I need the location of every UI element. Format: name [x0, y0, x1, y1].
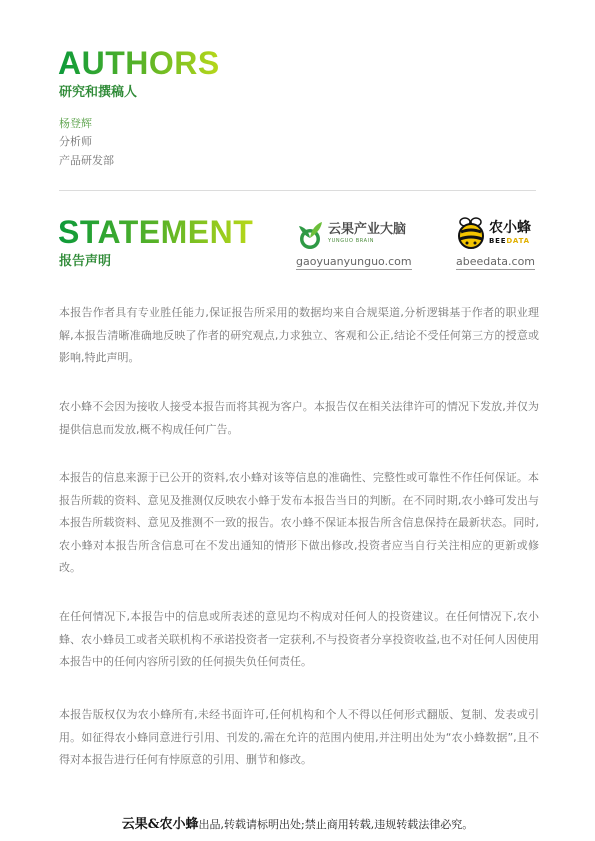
authors-heading: AUTHORS [58, 45, 220, 81]
beedata-logo [456, 216, 535, 270]
beedata-sub-bee: BEE [489, 237, 507, 245]
statement-paragraph: 农小蜂不会因为接收人接受本报告而将其视为客户。本报告仅在相关法律许可的情况下发放,并仅为提供信息而发放,概不构成任何广告。 [59, 400, 539, 436]
beedata-logo-sub [489, 237, 531, 245]
author-department: 产品研发部 [59, 154, 114, 167]
authors-subheading: 研究和撰稿人 [59, 85, 138, 100]
statement-paragraph: 本报告作者具有专业胜任能力,保证报告所采用的数据均来自合规渠道,分析逻辑基于作者的职业理解,本报告清晰准确地反映了作者的研究观点,力求独立、客观和公正,结论不受任何第三方的授意或影响,特此声明。 [59, 306, 539, 364]
bee-icon [456, 216, 486, 250]
yunguo-logo-sub: YUNGUO BRAIN [328, 237, 375, 244]
footer-text: 出品,转载请标明出处;禁止商用转载,违规转载法律必究。 [198, 818, 474, 831]
section-divider [59, 190, 536, 191]
author-name: 杨登辉 [59, 117, 92, 130]
footer-brand: 云果&农小蜂 [121, 817, 199, 832]
statement-paragraph: 在任何情况下,本报告中的信息或所表述的意见均不构成对任何人的投资建议。在任何情况下,农小蜂、农小蜂员工或者关联机构不承诺投资者一定获利,不与投资者分享投资收益,也不对任何人因使用本报告中的任何内容所引致的任何损失负任何责任。 [59, 610, 539, 668]
beedata-logo-name: 农小蜂 [489, 220, 531, 236]
yunguo-logo [296, 216, 412, 270]
footer-copyright [0, 813, 595, 832]
sprout-icon [296, 216, 324, 250]
yunguo-url-link[interactable]: gaoyuanyunguo.com [296, 256, 412, 270]
statement-subheading: 报告声明 [59, 254, 112, 269]
statement-paragraph: 本报告的信息来源于已公开的资料,农小蜂对该等信息的准确性、完整性或可靠性不作任何保证。本报告所载的资料、意见及推测仅反映农小蜂于发布本报告当日的判断。在不同时期,农小蜂可发出与本报告所载资料、意见及推测不一致的报告。农小蜂不保证本报告所含信息保持在最新状态。同时,农小蜂对本报告所含信息可在不发出通知的情形下做出修改,投资者应当自行关注相应的更新或修改。 [59, 471, 539, 574]
beedata-url-link[interactable]: abeedata.com [456, 256, 535, 270]
statement-heading: STATEMENT [58, 214, 254, 250]
author-title: 分析师 [59, 135, 92, 148]
beedata-sub-data: DATA [506, 237, 530, 245]
statement-paragraph: 本报告版权仅为农小蜂所有,未经书面许可,任何机构和个人不得以任何形式翻版、复制、发表或引用。如征得农小蜂同意进行引用、刊发的,需在允许的范围内使用,并注明出处为“农小蜂数据”,且不得对本报告进行任何有悖原意的引用、删节和修改。 [59, 708, 539, 766]
yunguo-logo-name: 云果产业大脑 [328, 221, 407, 237]
